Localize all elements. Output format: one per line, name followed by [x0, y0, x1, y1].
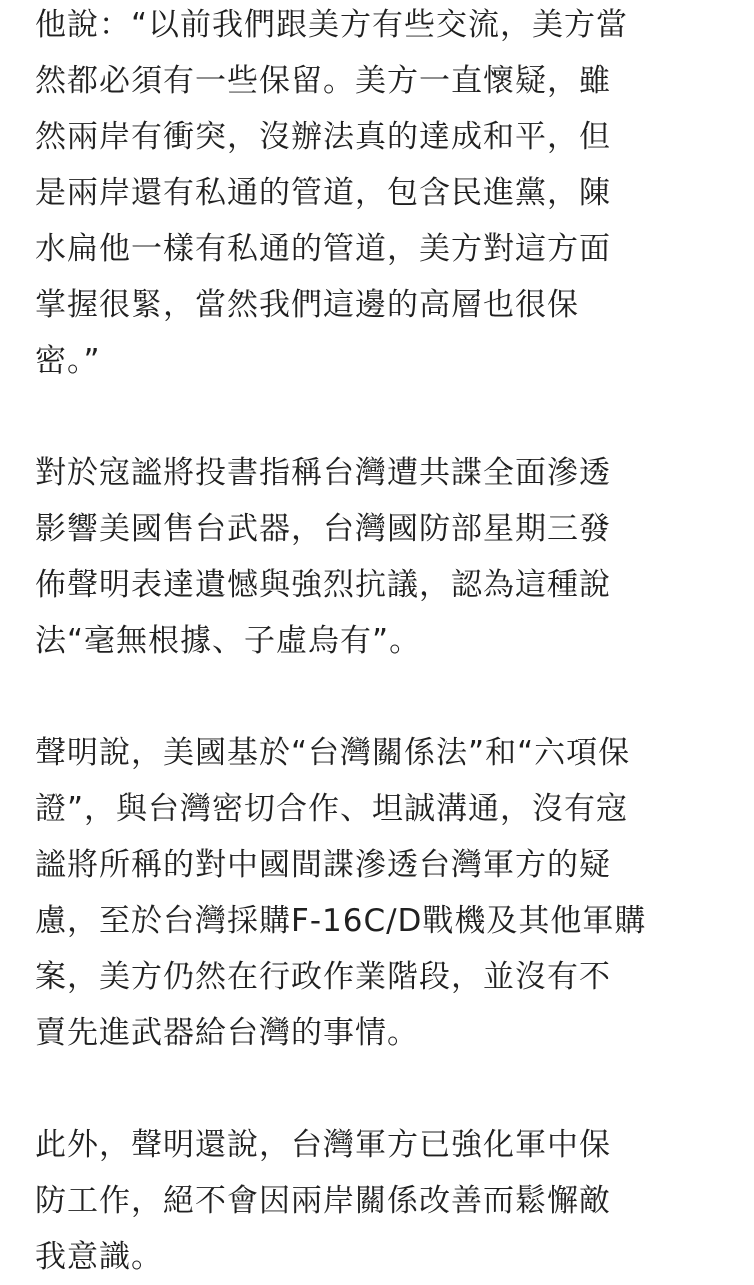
paragraph-protest	[35, 445, 735, 669]
text-line: 水扁他一樣有私通的管道，美方對這方面	[35, 231, 611, 267]
text-line: 慮，至於台灣採購F-16C/D戰機及其他軍購	[35, 903, 647, 939]
text-line: 他說：“以前我們跟美方有些交流，美方當	[35, 7, 629, 43]
text-line: 證”，與台灣密切合作、坦誠溝通，沒有寇	[35, 791, 629, 827]
text-line: 謐將所稱的對中國間諜滲透台灣軍方的疑	[35, 847, 611, 883]
text-line: 此外，聲明還說，台灣軍方已強化軍中保	[35, 1127, 611, 1163]
text-line: 聲明說，美國基於“台灣關係法”和“六項保	[35, 735, 631, 771]
text-line: 佈聲明表達遺憾與強烈抗議，認為這種說	[35, 567, 611, 603]
text-line: 是兩岸還有私通的管道，包含民進黨，陳	[35, 175, 611, 211]
paragraph-spacer	[35, 1061, 735, 1117]
text-line: 然兩岸有衝突，沒辦法真的達成和平，但	[35, 119, 611, 155]
text-line: 對於寇謐將投書指稱台灣遭共諜全面滲透	[35, 455, 611, 491]
text-line: 我意識。	[35, 1239, 163, 1275]
paragraph-spacer	[35, 669, 735, 725]
paragraph-quote	[35, 0, 735, 389]
paragraph-statement	[35, 725, 735, 1061]
article-body	[35, 0, 735, 1285]
text-line: 然都必須有一些保留。美方一直懷疑，雖	[35, 63, 611, 99]
paragraph-security	[35, 1117, 735, 1285]
text-line: 影響美國售台武器，台灣國防部星期三發	[35, 511, 611, 547]
text-line: 密。”	[35, 343, 101, 379]
text-line: 賣先進武器給台灣的事情。	[35, 1015, 419, 1051]
text-line: 掌握很緊，當然我們這邊的高層也很保	[35, 287, 579, 323]
text-line: 防工作，絕不會因兩岸關係改善而鬆懈敵	[35, 1183, 611, 1219]
text-line: 法“毫無根據、子虛烏有”。	[35, 623, 422, 659]
paragraph-spacer	[35, 389, 735, 445]
text-line: 案，美方仍然在行政作業階段，並沒有不	[35, 959, 611, 995]
